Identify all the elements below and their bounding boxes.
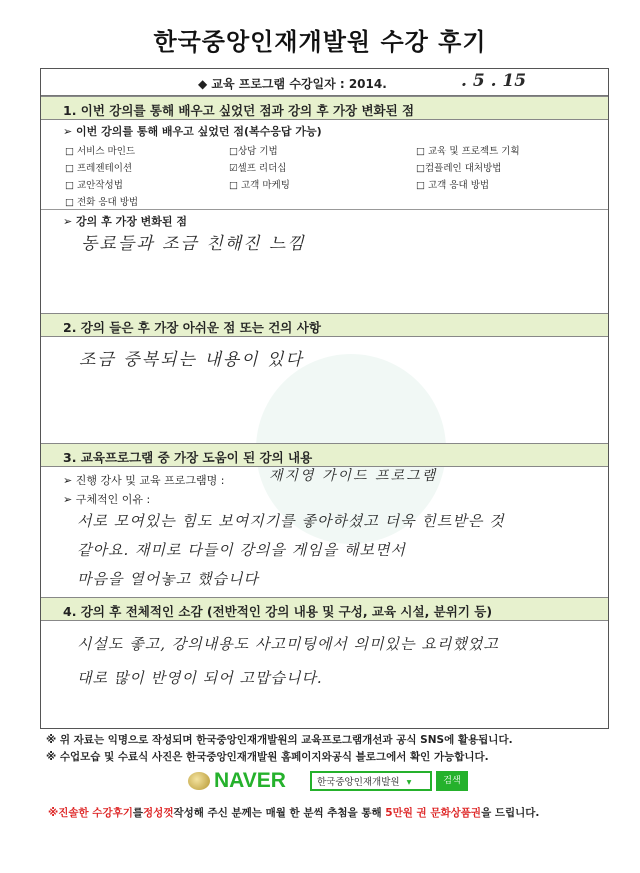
- q3-sub1: ➢ 진행 강사 및 교육 프로그램명 :: [63, 474, 225, 487]
- option-education-planning[interactable]: □ 교육 및 프로젝트 기획: [416, 146, 520, 157]
- footer-notice: ※진솔한 수강후기를정성껏작성해 주신 분께는 매월 한 분씩 추첨을 통해 5만원 권 문화상품권을 드립니다.: [48, 807, 540, 819]
- section-2-title: 2. 강의 들은 후 가장 아쉬운 점 또는 건의 사항: [63, 320, 321, 335]
- naver-search-input[interactable]: 한국중앙인재개발원 ▾: [310, 771, 432, 791]
- section-4-title: 4. 강의 후 전체적인 소감 (전반적인 강의 내용 및 구성, 교육 시설, 분위기 등): [63, 604, 493, 619]
- option-presentation[interactable]: □ 프레젠테이션: [65, 163, 133, 174]
- golden-orb-icon: [188, 772, 210, 790]
- note-1: ※ 위 자료는 익명으로 작성되며 한국중앙인재개발원의 교육프로그램개선과 공식 SNS에 활용됩니다.: [46, 734, 513, 746]
- q1-answer[interactable]: 동료들과 조금 친해진 느낌: [81, 234, 306, 254]
- date-value[interactable]: . 5 . 15: [461, 71, 527, 91]
- q3-line-3: 마음을 열어놓고 했습니다: [77, 570, 259, 588]
- naver-search-banner: [196, 768, 476, 796]
- q4-answer[interactable]: [77, 627, 602, 695]
- option-service-mind[interactable]: □ 서비스 마인드: [65, 146, 136, 157]
- section-2-header: [41, 313, 608, 337]
- page-title: 한국중앙인재개발원 수강 후기: [153, 28, 487, 56]
- q3-reason-answer[interactable]: [77, 507, 602, 594]
- option-customer-marketing[interactable]: □ 고객 마케팅: [229, 180, 290, 191]
- q4-line-1: 시설도 좋고, 강의내용도 사고미팅에서 의미있는 요리했었고: [77, 635, 499, 653]
- note-2: ※ 수업모습 및 수료식 사진은 한국중앙인재개발원 홈페이지와공식 블로그에서 확인 가능합니다.: [46, 751, 489, 763]
- option-customer-service[interactable]: □ 고객 응대 방법: [416, 180, 490, 191]
- option-counseling[interactable]: □상담 기법: [229, 146, 278, 157]
- date-label: ◆ 교육 프로그램 수강일자 : 2014.: [198, 77, 387, 91]
- section-3-header: [41, 443, 608, 467]
- option-phone-service[interactable]: □ 전화 응대 방법: [65, 197, 139, 208]
- q3-line-1: 서로 모여있는 힘도 보여지기를 좋아하셨고 더욱 힌트받은 것: [77, 512, 505, 530]
- section-1-header: [41, 96, 608, 120]
- section-3-title: 3. 교육프로그램 중 가장 도움이 된 강의 내용: [63, 450, 313, 465]
- q3-instructor-answer[interactable]: 재지영 가이드 프로그램: [269, 468, 438, 484]
- q3-sub2: ➢ 구체적인 이유 :: [63, 493, 151, 506]
- q1-sub1: ➢ 이번 강의를 통해 배우고 싶었던 점(복수응답 가능): [63, 125, 322, 138]
- option-self-leadership[interactable]: ☑셀프 리더십: [229, 163, 287, 174]
- naver-search-button[interactable]: 검색: [436, 771, 468, 791]
- section-4-header: [41, 597, 608, 621]
- review-form: [40, 68, 609, 729]
- divider: [41, 209, 608, 210]
- naver-logo: NAVER: [196, 768, 292, 796]
- date-row: [41, 69, 608, 96]
- q1-sub2: ➢ 강의 후 가장 변화된 점: [63, 215, 187, 228]
- q4-line-2: 대로 많이 반영이 되어 고맙습니다.: [77, 669, 323, 687]
- section-1-title: 1. 이번 강의를 통해 배우고 싶었던 점과 강의 후 가장 변화된 점: [63, 103, 415, 118]
- q3-line-2: 같아요. 재미로 다들이 강의을 게임을 해보면서: [77, 541, 406, 559]
- dropdown-arrow-icon: ▾: [406, 777, 412, 788]
- q2-answer[interactable]: 조금 중복되는 내용이 있다: [79, 350, 304, 370]
- option-lesson-plan[interactable]: □ 교안작성법: [65, 180, 123, 191]
- option-complaint[interactable]: □컴플레인 대처방법: [416, 163, 502, 174]
